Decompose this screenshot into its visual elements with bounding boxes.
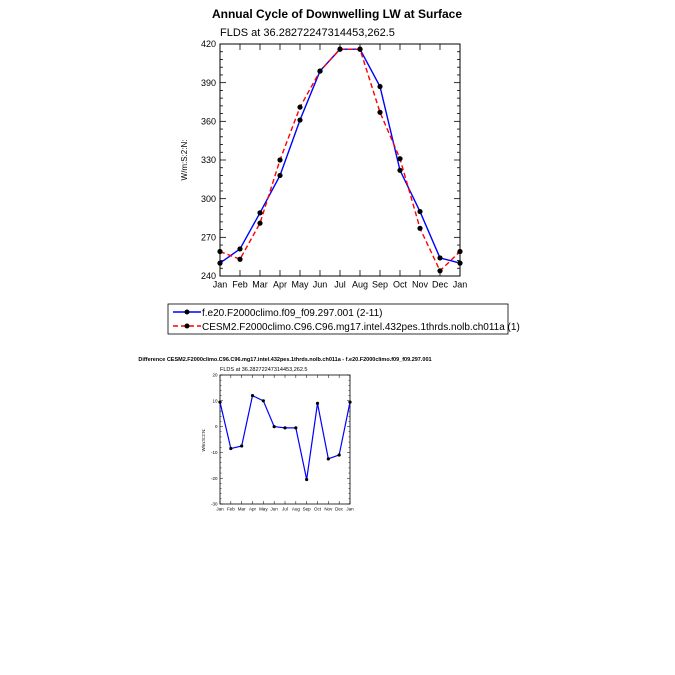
- series-2-point: [217, 249, 222, 254]
- series-1-point: [229, 447, 232, 450]
- series-1-point: [348, 400, 351, 403]
- series-1-point: [338, 453, 341, 456]
- series-2-point: [297, 105, 302, 110]
- x-tick-label: Apr: [248, 506, 257, 512]
- y-tick-label: 270: [200, 232, 216, 243]
- main-axis-ticks: [201, 39, 467, 290]
- series-1-point: [397, 168, 402, 173]
- y-axis-label: W/m:S:2:N:: [180, 139, 189, 181]
- chart-title: Annual Cycle of Downwelling LW at Surface: [211, 7, 463, 21]
- series-1-point: [262, 399, 265, 402]
- series-1-point: [377, 84, 382, 89]
- series-1-point: [417, 209, 422, 214]
- series-2-point: [277, 157, 282, 162]
- legend-marker-2: [185, 324, 190, 329]
- x-tick-label: May: [291, 279, 309, 290]
- series-1-point: [257, 210, 262, 215]
- legend-label-1: f.e20.F2000climo.f09_f09.297.001 (2-11): [202, 308, 383, 319]
- x-tick-label: May: [259, 506, 268, 512]
- series-2-point: [397, 156, 402, 161]
- y-tick-label: 420: [200, 39, 216, 50]
- x-tick-label: Dec: [431, 279, 449, 290]
- x-tick-label: Sep: [371, 279, 389, 290]
- series-1-point: [297, 117, 302, 122]
- legend-marker-1: [185, 310, 190, 315]
- series-1-point: [294, 426, 297, 429]
- x-tick-label: Jan: [212, 279, 228, 290]
- x-tick-label: Oct: [392, 279, 408, 290]
- diff-plot-frame: [220, 375, 350, 504]
- diff-axis-ticks: [211, 373, 354, 512]
- series-1-point: [218, 400, 221, 403]
- y-tick-label: 20: [212, 372, 218, 378]
- legend-label-2: CESM2.F2000climo.C96.C96.mg17.intel.432pes.1thrds.nolb.ch011a (1): [202, 322, 520, 333]
- series-1-point: [316, 402, 319, 405]
- x-tick-label: Dec: [335, 506, 344, 512]
- plot-frame: [220, 44, 460, 276]
- x-tick-label: Feb: [232, 279, 248, 290]
- series-1-point: [251, 394, 254, 397]
- diff-y-axis-label: W/m:S:2:N:: [201, 428, 206, 452]
- y-tick-label: 390: [200, 77, 216, 88]
- series-2-point: [457, 249, 462, 254]
- y-tick-label: 300: [200, 193, 216, 204]
- x-tick-label: Jun: [270, 506, 278, 512]
- x-tick-label: Jul: [334, 279, 346, 290]
- series-1-point: [327, 457, 330, 460]
- x-tick-label: Mar: [237, 506, 246, 512]
- x-tick-label: Apr: [272, 279, 288, 290]
- series-2-point: [237, 257, 242, 262]
- y-tick-label: -20: [210, 475, 218, 481]
- y-tick-label: -30: [210, 501, 218, 507]
- y-tick-label: -10: [210, 449, 218, 455]
- series-2-point: [437, 268, 442, 273]
- y-tick-label: 360: [200, 116, 216, 127]
- series-1-point: [237, 246, 242, 251]
- x-tick-label: Jun: [312, 279, 328, 290]
- series-2-point: [257, 221, 262, 226]
- series-line-2: [220, 49, 460, 271]
- diff-series-group: [218, 394, 351, 481]
- x-tick-label: Jan: [216, 506, 224, 512]
- series-line-1: [220, 396, 350, 480]
- x-tick-label: Sep: [302, 506, 311, 512]
- legend: [168, 304, 520, 334]
- series-1-point: [305, 478, 308, 481]
- series-1-point: [273, 425, 276, 428]
- x-tick-label: Aug: [291, 506, 300, 512]
- y-tick-label: 10: [212, 398, 218, 404]
- series-line-1: [220, 49, 460, 263]
- series-1-point: [283, 426, 286, 429]
- diff-subtitle: FLDS at 36.28272247314453,262.5: [220, 367, 308, 373]
- x-tick-label: Jan: [452, 279, 468, 290]
- y-tick-label: 0: [214, 424, 218, 430]
- x-tick-label: Oct: [313, 506, 322, 512]
- y-tick-label: 330: [200, 155, 216, 166]
- x-tick-label: Mar: [252, 279, 268, 290]
- series-1-point: [217, 261, 222, 266]
- x-tick-label: Nov: [324, 506, 333, 512]
- x-tick-label: Aug: [351, 279, 369, 290]
- x-tick-label: Jan: [346, 506, 354, 512]
- y-tick-label: 240: [200, 271, 216, 282]
- x-tick-label: Nov: [411, 279, 429, 290]
- x-tick-label: Jul: [282, 506, 288, 512]
- x-tick-label: Feb: [226, 506, 235, 512]
- series-1-point: [277, 173, 282, 178]
- series-2-point: [357, 47, 362, 52]
- diff-title: Difference CESM2.F2000climo.C96.C96.mg17.intel.432pes.1thrds.nolb.ch011a - f.e20.F2000climo.f09_f09.297.001: [138, 357, 432, 363]
- series-2-point: [417, 226, 422, 231]
- series-2-point: [317, 68, 322, 73]
- main-series-group: [217, 47, 462, 274]
- series-2-point: [377, 110, 382, 115]
- chart-subtitle: FLDS at 36.28272247314453,262.5: [220, 27, 395, 39]
- series-1-point: [437, 255, 442, 260]
- series-2-point: [337, 47, 342, 52]
- series-1-point: [457, 261, 462, 266]
- series-1-point: [240, 444, 243, 447]
